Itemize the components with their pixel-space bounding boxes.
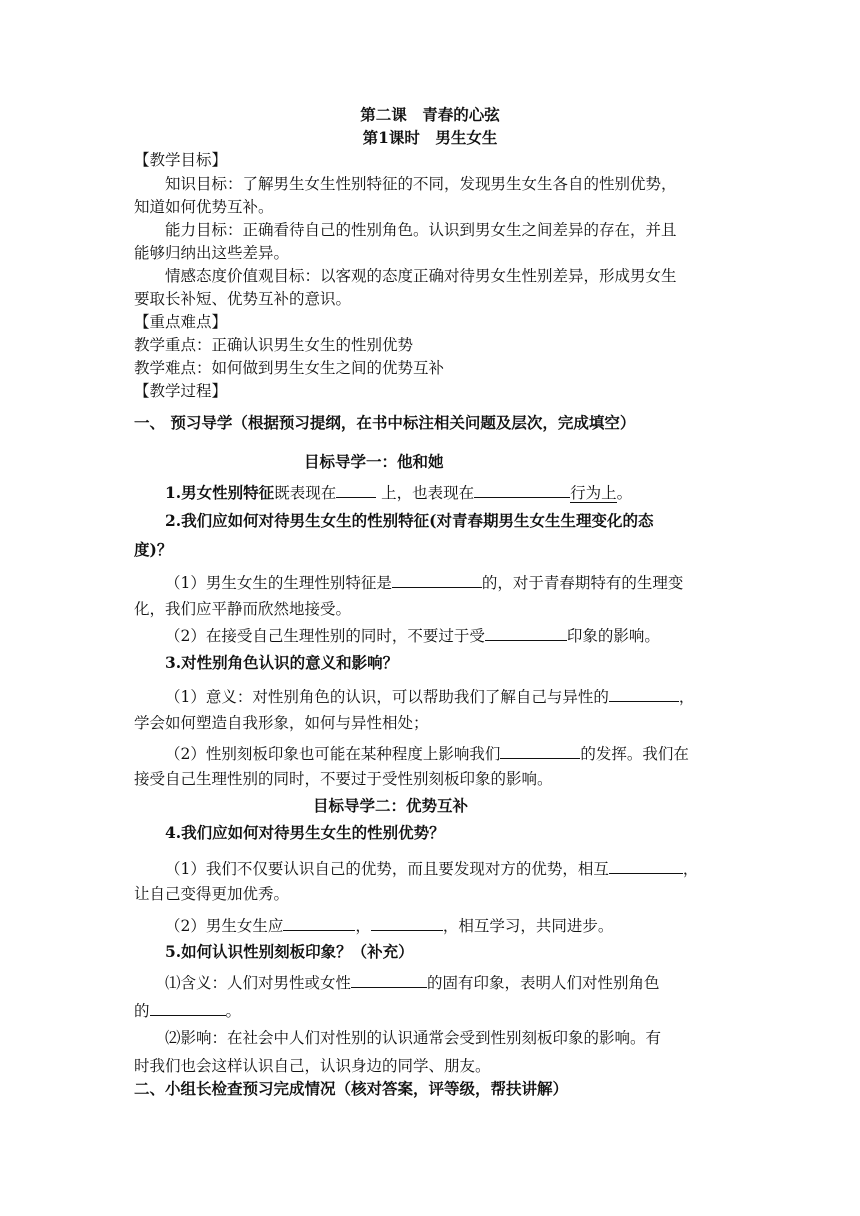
question-1-text-a: 既表现在 [274,484,337,502]
goal1-heading: 目标导学一：他和她 [304,452,444,471]
fill-blank[interactable] [474,480,570,498]
question-3-2-line2: 接受自己生理性别的同时，不要过于受性别刻板印象的影响。 [134,770,553,788]
question-5-1-text-d: 。 [225,1002,242,1020]
fill-blank[interactable] [392,570,482,588]
objective-knowledge-line2: 知道如何优势互补。 [134,198,274,216]
question-5-1-text-a: ⑴含义：人们对男性或女性 [165,974,352,992]
question-3-1-text-a: （1）意义：对性别角色的认识，可以帮助我们了解自己与异性的 [165,688,609,706]
key-point: 教学重点：正确认识男生女生的性别优势 [134,336,414,354]
fill-blank[interactable] [150,998,226,1016]
question-5-1-text-c: 的 [134,1002,150,1020]
fill-blank[interactable] [609,684,679,702]
lesson-title: 第二课 青春的心弦 [360,105,500,124]
question-2-2 [165,623,660,647]
objective-emotion-line1: 情感态度价值观目标：以客观的态度正确对待男女生性别差异，形成男女生 [165,267,677,285]
question-3-1-line2: 学会如何塑造自我形象，如何与异性相处； [134,714,429,732]
question-3-2-text-b: 的发挥。我们在 [580,745,689,763]
question-5-1-line2 [134,998,241,1022]
objective-ability-line2: 能够归纳出这些差异。 [134,244,290,262]
question-4: 4.我们应如何对待男生女生的性别优势？ [165,823,445,842]
question-4-1 [165,856,698,880]
objective-ability-line1: 能力目标：正确看待自己的性别角色。认识到男女生之间差异的存在，并且 [165,221,677,239]
fill-blank[interactable] [283,913,355,931]
section-heading-objectives: 【教学目标】 [134,151,228,169]
question-1 [165,480,632,504]
part1-heading: 一、 预习导学（根据预习提纲，在书中标注相关问题及层次，完成填空） [134,413,636,432]
question-2-2-text-a: （2）在接受自己生理性别的同时，不要过于受 [165,627,485,645]
question-4-2 [165,913,613,937]
section-heading-process: 【教学过程】 [134,382,228,400]
question-5-1-text-b: 的固有印象，表明人们对性别角色 [427,974,660,992]
question-3: 3.对性别角色认识的意义和影响？ [165,653,399,672]
question-2-line2: 度)？ [134,540,173,559]
question-5-1 [165,970,660,994]
question-1-text-d: 。 [616,484,633,502]
section-heading-keypoints: 【重点难点】 [134,313,228,331]
question-2-2-text-b: 印象的影响。 [566,627,660,645]
objective-emotion-line2: 要取长补短、优势互补的意识。 [134,290,352,308]
question-4-1-text-a: （1）我们不仅要认识自己的优势，而且要发现对方的优势，相互 [165,860,609,878]
fill-blank[interactable] [500,741,580,759]
question-5: 5.如何认识性别刻板印象？（补充） [165,942,414,961]
fill-blank[interactable] [609,856,683,874]
fill-blank[interactable] [485,623,567,641]
question-4-2-text-b: ， [355,917,371,935]
question-1-text-c: 行为上 [570,484,617,502]
goal2-heading: 目标导学二：优势互补 [313,796,469,815]
question-2-1-text-a: （1）男生女生的生理性别特征是 [165,574,392,592]
question-3-2 [165,741,689,765]
question-4-1-line2: 让自己变得更加优秀。 [134,885,290,903]
part2-heading: 二、小组长检查预习完成情况（核对答案，评等级，帮扶讲解） [134,1079,569,1098]
question-1-text-b: 上，也表现在 [376,484,475,502]
question-4-2-text-a: （2）男生女生应 [165,917,284,935]
question-5-2-line1: ⑵影响：在社会中人们对性别的认识通常会受到性别刻板印象的影响。有 [165,1029,662,1047]
question-2-1-text-b: 的，对于青春期特有的生理变 [481,574,684,592]
fill-blank[interactable] [371,913,443,931]
difficult-point: 教学难点：如何做到男生女生之间的优势互补 [134,359,445,377]
question-3-2-text-a: （2）性别刻板印象也可能在某种程度上影响我们 [165,745,501,763]
question-5-2-line2: 时我们也会这样认识自己，认识身边的同学、朋友。 [134,1057,491,1075]
question-3-1-text-b: ， [678,688,695,706]
question-2-1 [165,570,683,594]
question-1-lead: 1.男女性别特征 [165,483,275,502]
lesson-subtitle: 第1课时 男生女生 [362,128,498,147]
question-3-1 [165,684,694,708]
question-2-line1: 2.我们应如何对待男生女生的性别特征(对青春期男生女生生理变化的态 [165,511,654,530]
objective-knowledge-line1: 知识目标：了解男生女生性别特征的不同，发现男生女生各自的性别优势， [165,175,677,193]
fill-blank[interactable] [351,970,427,988]
question-2-1-line2: 化，我们应平静而欣然地接受。 [134,600,352,618]
question-4-1-text-b: ， [682,860,699,878]
fill-blank[interactable] [336,480,376,498]
question-4-2-text-c: ，相互学习，共同进步。 [442,917,614,935]
